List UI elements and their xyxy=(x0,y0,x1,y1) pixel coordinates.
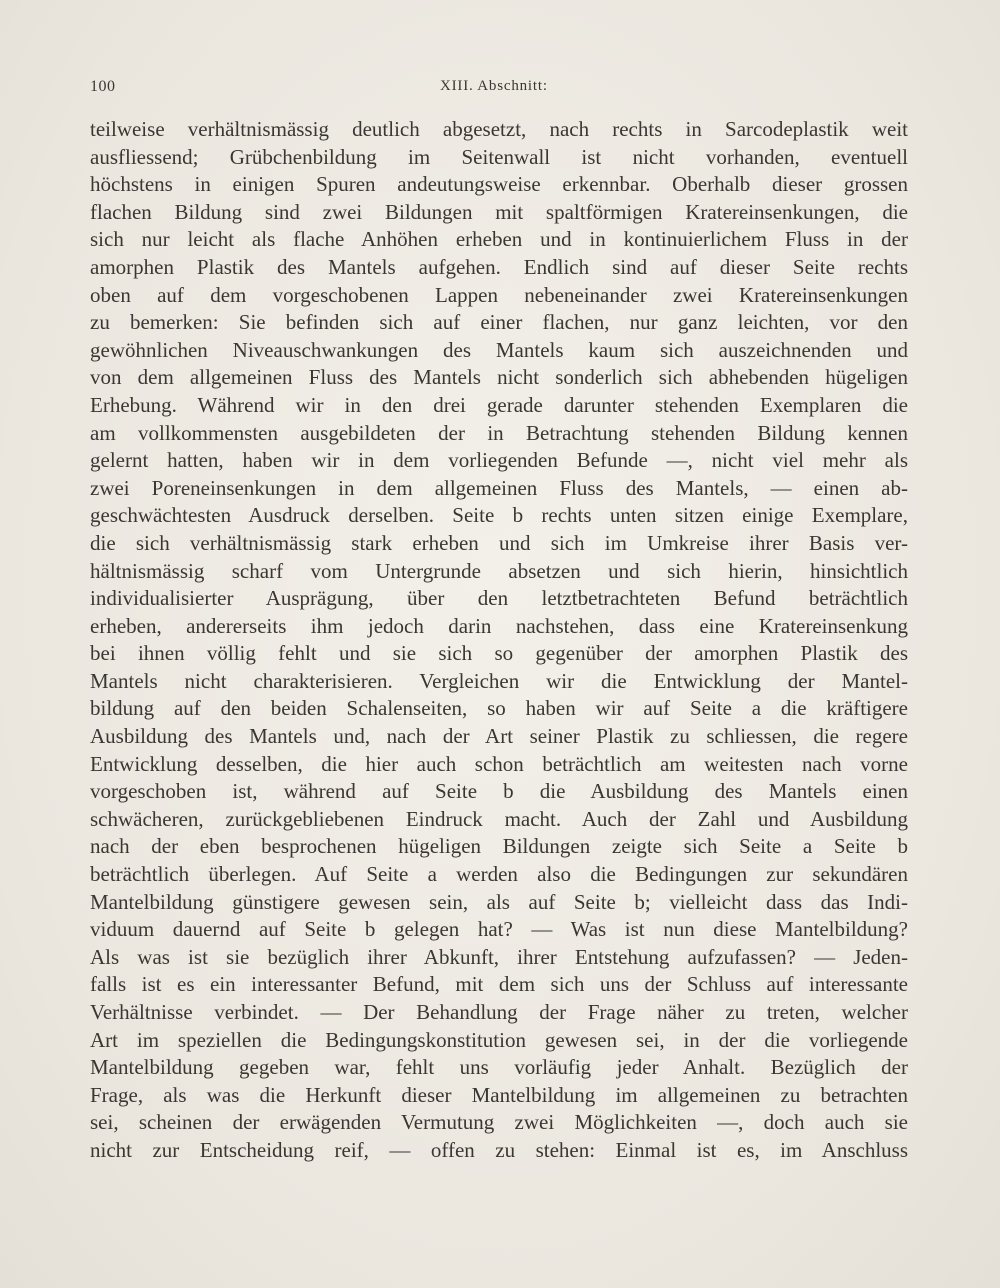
text-line: oben auf dem vorgeschobenen Lappen nebeneinander zwei Kratereinsenkungen xyxy=(90,282,908,307)
text-line: bei ihnen völlig fehlt und sie sich so gegenüber der amorphen Plastik des xyxy=(90,641,908,666)
text-line: sich nur leicht als flache Anhöhen erheben und in kontinuierlichem Fluss in der xyxy=(90,227,908,252)
text-line: von dem allgemeinen Fluss des Mantels nicht sonderlich sich abhebenden hügeligen xyxy=(90,365,908,390)
text-line: Frage, als was die Herkunft dieser Mantelbildung im allgemeinen zu betrachten xyxy=(90,1082,908,1107)
text-line: nach der eben besprochenen hügeligen Bildungen zeigte sich Seite a Seite b xyxy=(90,834,908,859)
text-line: individualisierter Ausprägung, über den letztbetrachteten Befund beträchtlich xyxy=(90,586,908,611)
text-line: geschwächtesten Ausdruck derselben. Seite b rechts unten sitzen einige Exemplare, xyxy=(90,503,908,528)
text-line: erheben, andererseits ihm jedoch darin nachstehen, dass eine Kratereinsenkung xyxy=(90,613,908,638)
text-line: Mantelbildung günstigere gewesen sein, als auf Seite b; vielleicht dass das Indi- xyxy=(90,889,908,914)
text-line: zu bemerken: Sie befinden sich auf einer flachen, nur ganz leichten, vor den xyxy=(90,310,908,335)
running-head: XIII. Abschnitt: xyxy=(440,78,548,94)
text-line: nicht zur Entscheidung reif, — offen zu stehen: Einmal ist es, im Anschluss xyxy=(90,1137,908,1162)
text-line: Verhältnisse verbindet. — Der Behandlung der Frage näher zu treten, welcher xyxy=(90,1000,908,1024)
text-line: hältnismässig scharf vom Untergrunde absetzen und sich hierin, hinsichtlich xyxy=(90,558,908,583)
text-line: flachen Bildung sind zwei Bildungen mit spaltförmigen Kratereinsenkungen, die xyxy=(90,199,908,224)
text-line: teilweise verhältnismässig deutlich abgesetzt, nach rechts in Sarcodeplastik weit xyxy=(90,117,908,141)
text-line: Als was ist sie bezüglich ihrer Abkunft, ihrer Entstehung aufzufassen? — Jeden- xyxy=(90,944,908,969)
text-line: falls ist es ein interessanter Befund, mit dem sich uns der Schluss auf interessante xyxy=(90,972,908,997)
body-text xyxy=(90,116,908,1165)
text-line: am vollkommensten ausgebildeten der in Betrachtung stehenden Bildung kennen xyxy=(90,420,908,445)
text-line: bildung auf den beiden Schalenseiten, so haben wir auf Seite a die kräftigere xyxy=(90,696,908,721)
text-line: Art im speziellen die Bedingungskonstitution gewesen sei, in der die vorliegende xyxy=(90,1027,908,1052)
text-line: viduum dauernd auf Seite b gelegen hat? — Was ist nun diese Mantelbildung? xyxy=(90,917,908,942)
text-line: Mantelbildung gegeben war, fehlt uns vorläufig jeder Anhalt. Bezüglich der xyxy=(90,1055,908,1080)
text-line: ausfliessend; Grübchenbildung im Seitenwall ist nicht vorhanden, eventuell xyxy=(90,144,908,169)
text-line: Erhebung. Während wir in den drei gerade darunter stehenden Exemplaren die xyxy=(90,392,908,417)
text-line: gewöhnlichen Niveauschwankungen des Mantels kaum sich auszeichnenden und xyxy=(90,337,908,362)
text-line: beträchtlich überlegen. Auf Seite a werden also die Bedingungen zur sekundären xyxy=(90,862,908,887)
text-line: höchstens in einigen Spuren andeutungsweise erkennbar. Oberhalb dieser grossen xyxy=(90,172,908,197)
text-line: sei, scheinen der erwägenden Vermutung zwei Möglichkeiten —, doch auch sie xyxy=(90,1110,908,1135)
text-line: schwächeren, zurückgebliebenen Eindruck macht. Auch der Zahl und Ausbildung xyxy=(90,806,908,831)
text-line: Entwicklung desselben, die hier auch schon beträchtlich am weitesten nach vorne xyxy=(90,751,908,776)
page-header xyxy=(90,78,910,102)
text-line: vorgeschoben ist, während auf Seite b die Ausbildung des Mantels einen xyxy=(90,779,908,804)
text-line: amorphen Plastik des Mantels aufgehen. Endlich sind auf dieser Seite rechts xyxy=(90,254,908,279)
text-line: gelernt hatten, haben wir in dem vorliegenden Befunde —, nicht viel mehr als xyxy=(90,448,908,473)
page-number: 100 xyxy=(90,78,116,95)
text-line: die sich verhältnismässig stark erheben und sich im Umkreise ihrer Basis ver- xyxy=(90,530,908,555)
text-line: zwei Poreneinsenkungen in dem allgemeinen Fluss des Mantels, — einen ab- xyxy=(90,475,908,500)
text-line: Mantels nicht charakterisieren. Vergleichen wir die Entwicklung der Mantel- xyxy=(90,668,908,693)
text-line: Ausbildung des Mantels und, nach der Art seiner Plastik zu schliessen, die regere xyxy=(90,724,908,749)
